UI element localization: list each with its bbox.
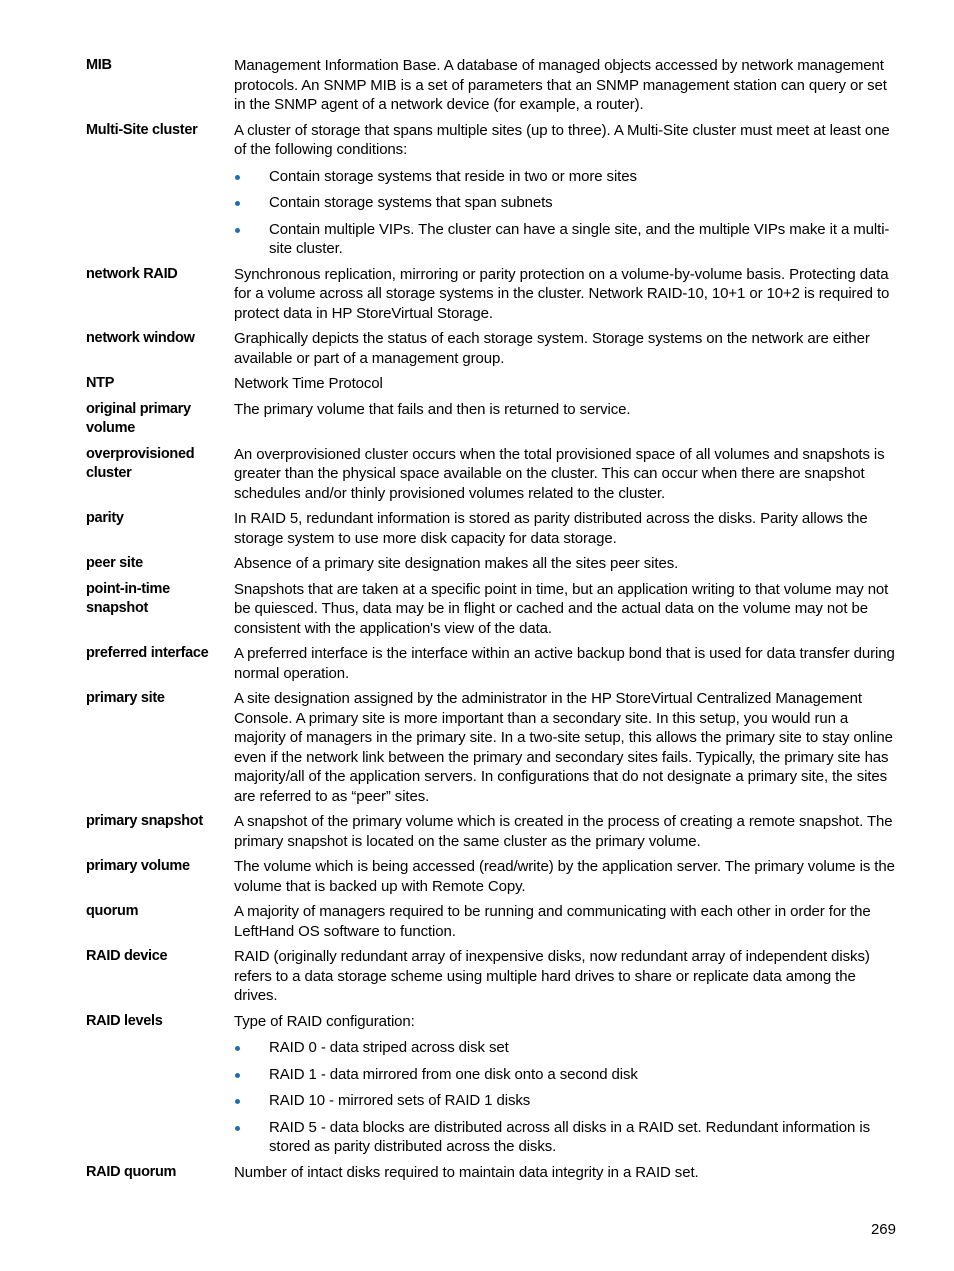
bullet-dot-icon [235,228,240,233]
glossary-entry [86,121,898,259]
glossary-definition: A majority of managers required to be running and communicating with each other in order for the LeftHand OS software to function. [234,903,871,940]
glossary-definition: An overprovisioned cluster occurs when the total provisioned space of all volumes and snapshots is greater than the physical space available on the cluster. This can occur when there are snapshot schedules and/or thinly provisioned volumes related to the cluster. [234,445,885,502]
glossary-definition-block [234,374,898,394]
glossary-term: primary site [86,690,165,706]
glossary-entry [86,857,898,896]
glossary-definition: Number of intact disks required to maintain data integrity in a RAID set. [234,1163,699,1181]
glossary-entry [86,509,898,548]
glossary-definition: The volume which is being accessed (read/write) by the application server. The primary volume is the volume that is backed up with Remote Copy. [234,858,895,895]
glossary-entry [86,1163,898,1183]
glossary-term: MIB [86,57,112,73]
glossary-definition: Network Time Protocol [234,375,383,392]
glossary-definition-block [234,947,898,1006]
glossary-definition: Management Information Base. A database of managed objects accessed by network management protocols. An SNMP MIB is a set of parameters that an SNMP management station can query or set in the SNMP agent of a network device (for example, a router). [234,57,887,113]
glossary-definition: RAID (originally redundant array of inexpensive disks, now redundant array of independent disks) refers to a data storage scheme using multiple hard drives to share or replicate data among the drives. [234,948,870,1004]
glossary-entry [86,689,898,806]
glossary-definition-block [234,580,898,639]
bullet-text: RAID 1 - data mirrored from one disk onto a second disk [269,1065,638,1083]
glossary-definition-block [234,265,898,324]
bullet-text: Contain multiple VIPs. The cluster can have a single site, and the multiple VIPs make it a multi-site cluster. [269,220,890,257]
bullet-dot-icon [235,1126,240,1131]
glossary-definition: Graphically depicts the status of each storage system. Storage systems on the network are either available or part of a management group. [234,330,870,367]
glossary-term: network RAID [86,265,178,282]
glossary-definition: A site designation assigned by the administrator in the HP StoreVirtual Centralized Management Console. A primary site is more important than a secondary site. In this setup, you would run a majority of managers in the primary site. In a two-site setup, this allows the primary site to stay online even if the network link between the primary and secondary sites fails. Typically, the primary site has majority/all of the application servers. In configurations that do not designate a primary site, the sites are referred to as “peer” sites. [234,690,893,805]
glossary-term: RAID quorum [86,1163,177,1180]
bullet-item [234,193,898,213]
glossary-definition-block [234,857,898,896]
bullet-item [234,1118,898,1157]
bullet-item [234,167,898,187]
glossary-definition-block [234,554,898,574]
page-number: 269 [870,1221,896,1238]
glossary-definition: Absence of a primary site designation makes all the sites peer sites. [234,555,679,572]
glossary-term: overprovisioned cluster [86,445,195,481]
glossary-term: NTP [86,375,115,391]
glossary-term: point-in-time snapshot [86,580,170,616]
glossary-definition-block [234,509,898,548]
glossary-term: RAID device [86,948,168,964]
glossary-list [86,56,898,1188]
glossary-definition-block [234,329,898,368]
glossary-entry [86,1012,898,1157]
glossary-term: RAID levels [86,1012,163,1029]
glossary-entry [86,644,898,683]
glossary-entry [86,902,898,941]
bullet-dot-icon [235,1073,240,1078]
glossary-term: primary volume [86,858,190,874]
glossary-definition: The primary volume that fails and then is returned to service. [234,400,631,418]
glossary-entry [86,329,898,368]
bullet-text: RAID 10 - mirrored sets of RAID 1 disks [269,1092,531,1109]
glossary-definition: In RAID 5, redundant information is stored as parity distributed across the disks. Parity allows the storage system to use more disk capacity for data storage. [234,510,868,547]
bullet-dot-icon [235,1046,240,1051]
bullet-list [234,1038,898,1157]
glossary-term: primary snapshot [86,813,203,829]
glossary-definition-block [234,400,898,439]
glossary-definition-block [234,445,898,504]
glossary-entry [86,445,898,504]
glossary-definition-block [234,121,898,259]
glossary-term: preferred interface [86,645,209,661]
glossary-term: original primary volume [86,400,191,436]
glossary-entry [86,580,898,639]
bullet-dot-icon [235,201,240,206]
bullet-list [234,167,898,259]
bullet-dot-icon [235,1099,240,1104]
glossary-term: peer site [86,555,143,571]
bullet-item [234,1038,898,1058]
glossary-entry [86,265,898,324]
bullet-text: Contain storage systems that reside in two or more sites [269,167,637,185]
bullet-text: RAID 0 - data striped across disk set [269,1039,509,1056]
glossary-definition-block [234,1012,898,1157]
glossary-term: quorum [86,903,139,919]
bullet-text: Contain storage systems that span subnets [269,194,553,211]
glossary-definition: Synchronous replication, mirroring or parity protection on a volume-by-volume basis. Protecting data for a volume across all storage systems in the cluster. Network RAID-10, 10+1 or 10+2 is required to protect data in HP StoreVirtual Storage. [234,265,890,322]
glossary-entry [86,400,898,439]
glossary-definition: A snapshot of the primary volume which is created in the process of creating a remote snapshot. The primary snapshot is located on the same cluster as the primary volume. [234,813,893,850]
glossary-definition-block [234,56,898,115]
glossary-definition-block [234,644,898,683]
glossary-definition-block [234,1163,898,1183]
glossary-definition-block [234,902,898,941]
bullet-dot-icon [235,175,240,180]
glossary-definition-block [234,812,898,851]
glossary-definition-block [234,689,898,806]
glossary-term: network window [86,330,195,346]
glossary-entry [86,374,898,394]
bullet-text: RAID 5 - data blocks are distributed across all disks in a RAID set. Redundant information is stored as parity distributed across the disks. [269,1118,870,1155]
bullet-item [234,1065,898,1085]
glossary-definition: Type of RAID configuration: [234,1012,415,1030]
glossary-entry [86,554,898,574]
glossary-entry [86,812,898,851]
glossary-definition: A cluster of storage that spans multiple sites (up to three). A Multi-Site cluster must meet at least one of the following conditions: [234,121,890,158]
bullet-item [234,1091,898,1111]
bullet-item [234,220,898,259]
glossary-definition: A preferred interface is the interface within an active backup bond that is used for data transfer during normal operation. [234,645,895,682]
glossary-term: Multi-Site cluster [86,121,198,138]
glossary-term: parity [86,510,124,526]
glossary-entry [86,947,898,1006]
glossary-entry [86,56,898,115]
glossary-definition: Snapshots that are taken at a specific point in time, but an application writing to that volume may not be quiesced. Thus, data may be in flight or cached and the actual data on the volume may not be consistent with the application's view of the data. [234,580,889,637]
